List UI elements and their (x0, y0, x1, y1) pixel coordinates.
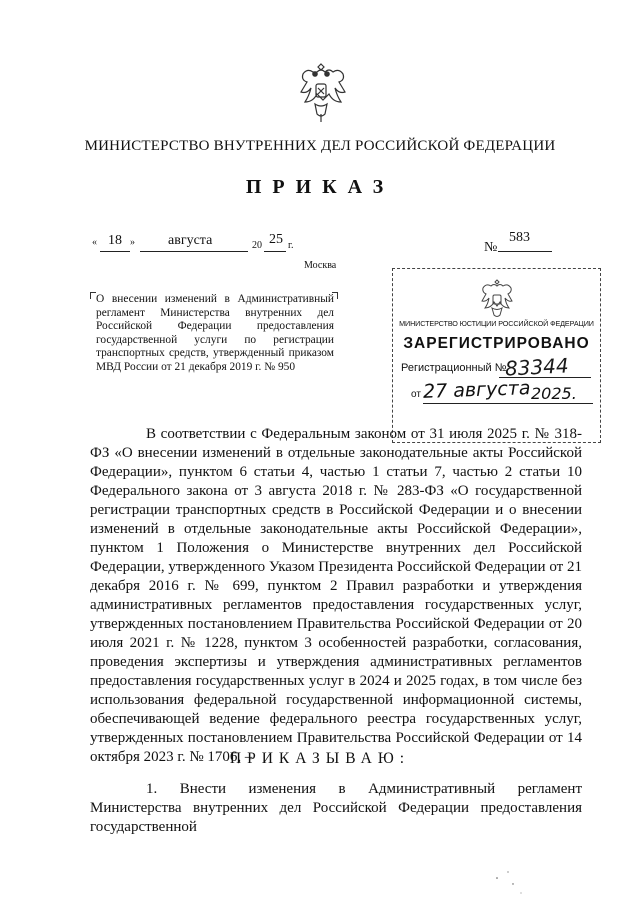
stamp-organization: МИНИСТЕРСТВО ЮСТИЦИИ РОССИЙСКОЙ ФЕДЕРАЦИИ (399, 319, 594, 328)
stamp-date-line (423, 403, 593, 404)
order-year: 25 (269, 232, 283, 247)
stamp-coat-of-arms-icon (475, 277, 519, 325)
coat-of-arms-icon (291, 58, 351, 128)
year-abbr: г. (288, 240, 294, 251)
ministry-name: МИНИСТЕРСТВО ВНУТРЕННИХ ДЕЛ РОССИЙСКОЙ ФЕДЕРАЦИИ (84, 138, 556, 154)
order-heading: ПРИКАЗЫВАЮ: (229, 750, 411, 767)
year-prefix: 20 (252, 240, 262, 251)
number-underline (498, 251, 552, 252)
city: Москва (304, 260, 337, 271)
stamp-date-prefix: от (411, 389, 421, 400)
order-day: 18 (108, 233, 122, 248)
order-item-1: 1. Внести изменения в Административный регламент Министерства внутренних дел Российской Федерации предоставления государственной (90, 781, 582, 835)
order-number: 583 (509, 230, 530, 245)
number-sign: № (484, 240, 498, 255)
stamp-date-handwritten: 27 августа (422, 377, 531, 403)
document-type: ПРИКАЗ (245, 176, 395, 198)
registration-stamp (392, 268, 601, 443)
day-underline (100, 251, 130, 252)
stamp-registration-label: Регистрационный № (401, 362, 507, 374)
month-underline (140, 251, 248, 252)
open-quote: « (92, 237, 97, 248)
stamp-date-year: 2025. (531, 384, 577, 403)
preamble-paragraph: В соответствии с Федеральным законом от 31 июля 2025 г. № 318-ФЗ «О внесении изменений в отдельные законодательные акты Российской Федерации», пунктом 6 статьи 4, частью 1 статьи 7, частью 2 статьи 10 Федерального закона от 3 августа 2018 г. № 283-ФЗ «О государственной регистрации транспортных средств в Российской Федерации и о внесении изменений в отдельные законодательные акты Российской Федерации», пунктом 1 Положения о Министерстве внутренних дел Российской Федерации, утвержденного Указом Президента Российской Федерации от 21 декабря 2016 г. № 699, пунктом 2 Правил разработки и утверждения административных регламентов предоставления государственных услуг, утвержденных постановлением Правительства Российской Федерации от 20 июля 2021 г. № 1228, пунктом 3 особенностей разработки, согласования, проведения экспертизы и утверждения административных регламентов предоставления государственных услуг в 2024 и 2025 годах, в том числе без использования федеральной государственной информационной системы, обеспечивающей ведение федерального реестра государственных услуг, утвержденных постановлением Правительства Российской Федерации от 14 октября 2023 г. № 1706, – (90, 426, 582, 765)
stamp-status: ЗАРЕГИСТРИРОВАНО (403, 335, 590, 352)
year-underline (264, 251, 286, 252)
stamp-registration-number: 83344 (504, 353, 570, 381)
order-subject: О внесении изменений в Административный регламент Министерства внутренних дел Российской Федерации предоставления государственной услуги по регистрации транспортных средств, утвержденный приказом МВД России от 21 декабря 2019 г. № 950 (96, 293, 334, 373)
stamp-number-line (499, 377, 591, 378)
close-quote: » (130, 237, 135, 248)
order-month: августа (168, 233, 213, 248)
